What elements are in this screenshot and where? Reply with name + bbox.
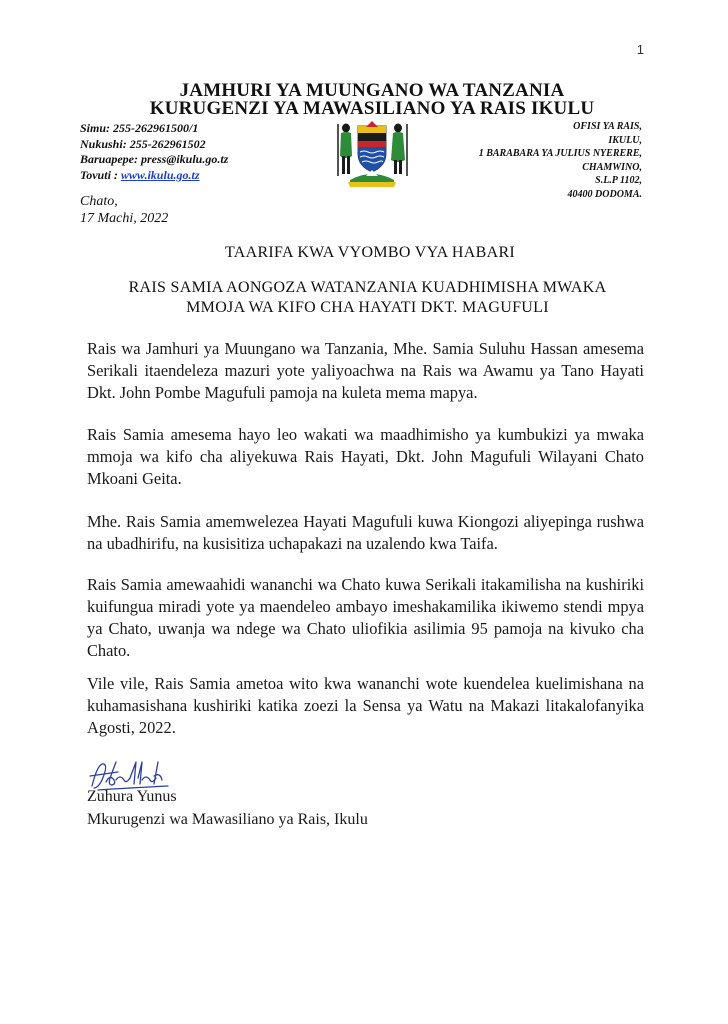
website-line: [80, 168, 228, 184]
address-line-5: S.L.P 1102,: [595, 175, 642, 186]
address-line-2: IKULU,: [608, 134, 642, 146]
phone-line: Simu: 255-262961500/1: [80, 121, 199, 135]
address-line-1: OFISI YA RAIS,: [573, 121, 642, 132]
body-paragraph-2: Rais Samia amesema hayo leo wakati wa maadhimisho ya kumbukizi ya mwaka mmoja wa kifo cha aliyekuwa Rais Hayati, Dkt. John Magufuli Wilayani Chato Mkoani Geita.: [87, 425, 644, 488]
press-release-headline: [80, 278, 655, 318]
dateline-place: Chato,: [80, 194, 118, 209]
fax-line: Nukushi: 255-262961502: [80, 136, 206, 151]
dateline-date: 17 Machi, 2022: [80, 211, 169, 226]
body-paragraph-1: Rais wa Jamhuri ya Muungano wa Tanzania, Mhe. Samia Suluhu Hassan amesema Serikali itaendeleza mazuri yote yaliyoachwa na Rais wa Awamu ya Tano Hayati Dkt. John Pombe Magufuli pamoja na kuleta mema mapya.: [87, 339, 644, 402]
body-paragraph-3: Mhe. Rais Samia amemwelezea Hayati Magufuli kuwa Kiongozi aliyepinga rushwa na ubadhirifu, na kusisitiza uchapakazi na uzalendo kwa Taifa.: [87, 512, 644, 553]
website-label: Tovuti :: [80, 167, 121, 182]
signer-name: Zuhura Yunus: [87, 788, 177, 805]
coat-of-arms-icon: [330, 116, 414, 188]
headline-line-2: MMOJA WA KIFO CHA HAYATI DKT. MAGUFULI: [186, 299, 549, 316]
dateline: [80, 193, 168, 227]
contact-details-right: [479, 120, 642, 201]
signer-title: Mkurugenzi wa Mawasiliano ya Rais, Ikulu: [87, 811, 368, 828]
header-directorate-title: KURUGENZI YA MAWASILIANO YA RAIS IKULU: [149, 98, 595, 119]
body-paragraph-4: Rais Samia amewaahidi wananchi wa Chato kuwa Serikali itakamilisha na kushiriki kuifungua miradi yote ya maendeleo ambayo imeshakamilika ikiwemo stendi mpya ya Chato, uwanja wa ndege wa Chato uliofikia asilimia 95 pamoja na kivuko cha Chato.: [87, 575, 644, 660]
address-line-4: CHAMWINO,: [582, 161, 642, 173]
press-release-heading: TAARIFA KWA VYOMBO VYA HABARI: [224, 244, 516, 261]
contact-details-left: [80, 121, 228, 183]
body-paragraph-5: Vile vile, Rais Samia ametoa wito kwa wananchi wote kuendelea kuelimishana na kuhamasishana kushiriki katika zoezi la Sensa ya Watu na Makazi litakalofanyika Agosti, 2022.: [87, 674, 644, 737]
address-line-6: 40400 DODOMA.: [567, 188, 642, 200]
website-link[interactable]: www.ikulu.go.tz: [120, 167, 200, 182]
header-country-title: JAMHURI YA MUUNGANO WA TANZANIA: [179, 80, 565, 101]
address-line-3: 1 BARABARA YA JULIUS NYERERE,: [478, 148, 642, 159]
headline-line-1: RAIS SAMIA AONGOZA WATANZANIA KUADHIMISHA MWAKA: [128, 279, 607, 296]
page-number: 1: [636, 42, 644, 57]
email-line: Baruapepe: press@ikulu.go.tz: [80, 152, 229, 166]
